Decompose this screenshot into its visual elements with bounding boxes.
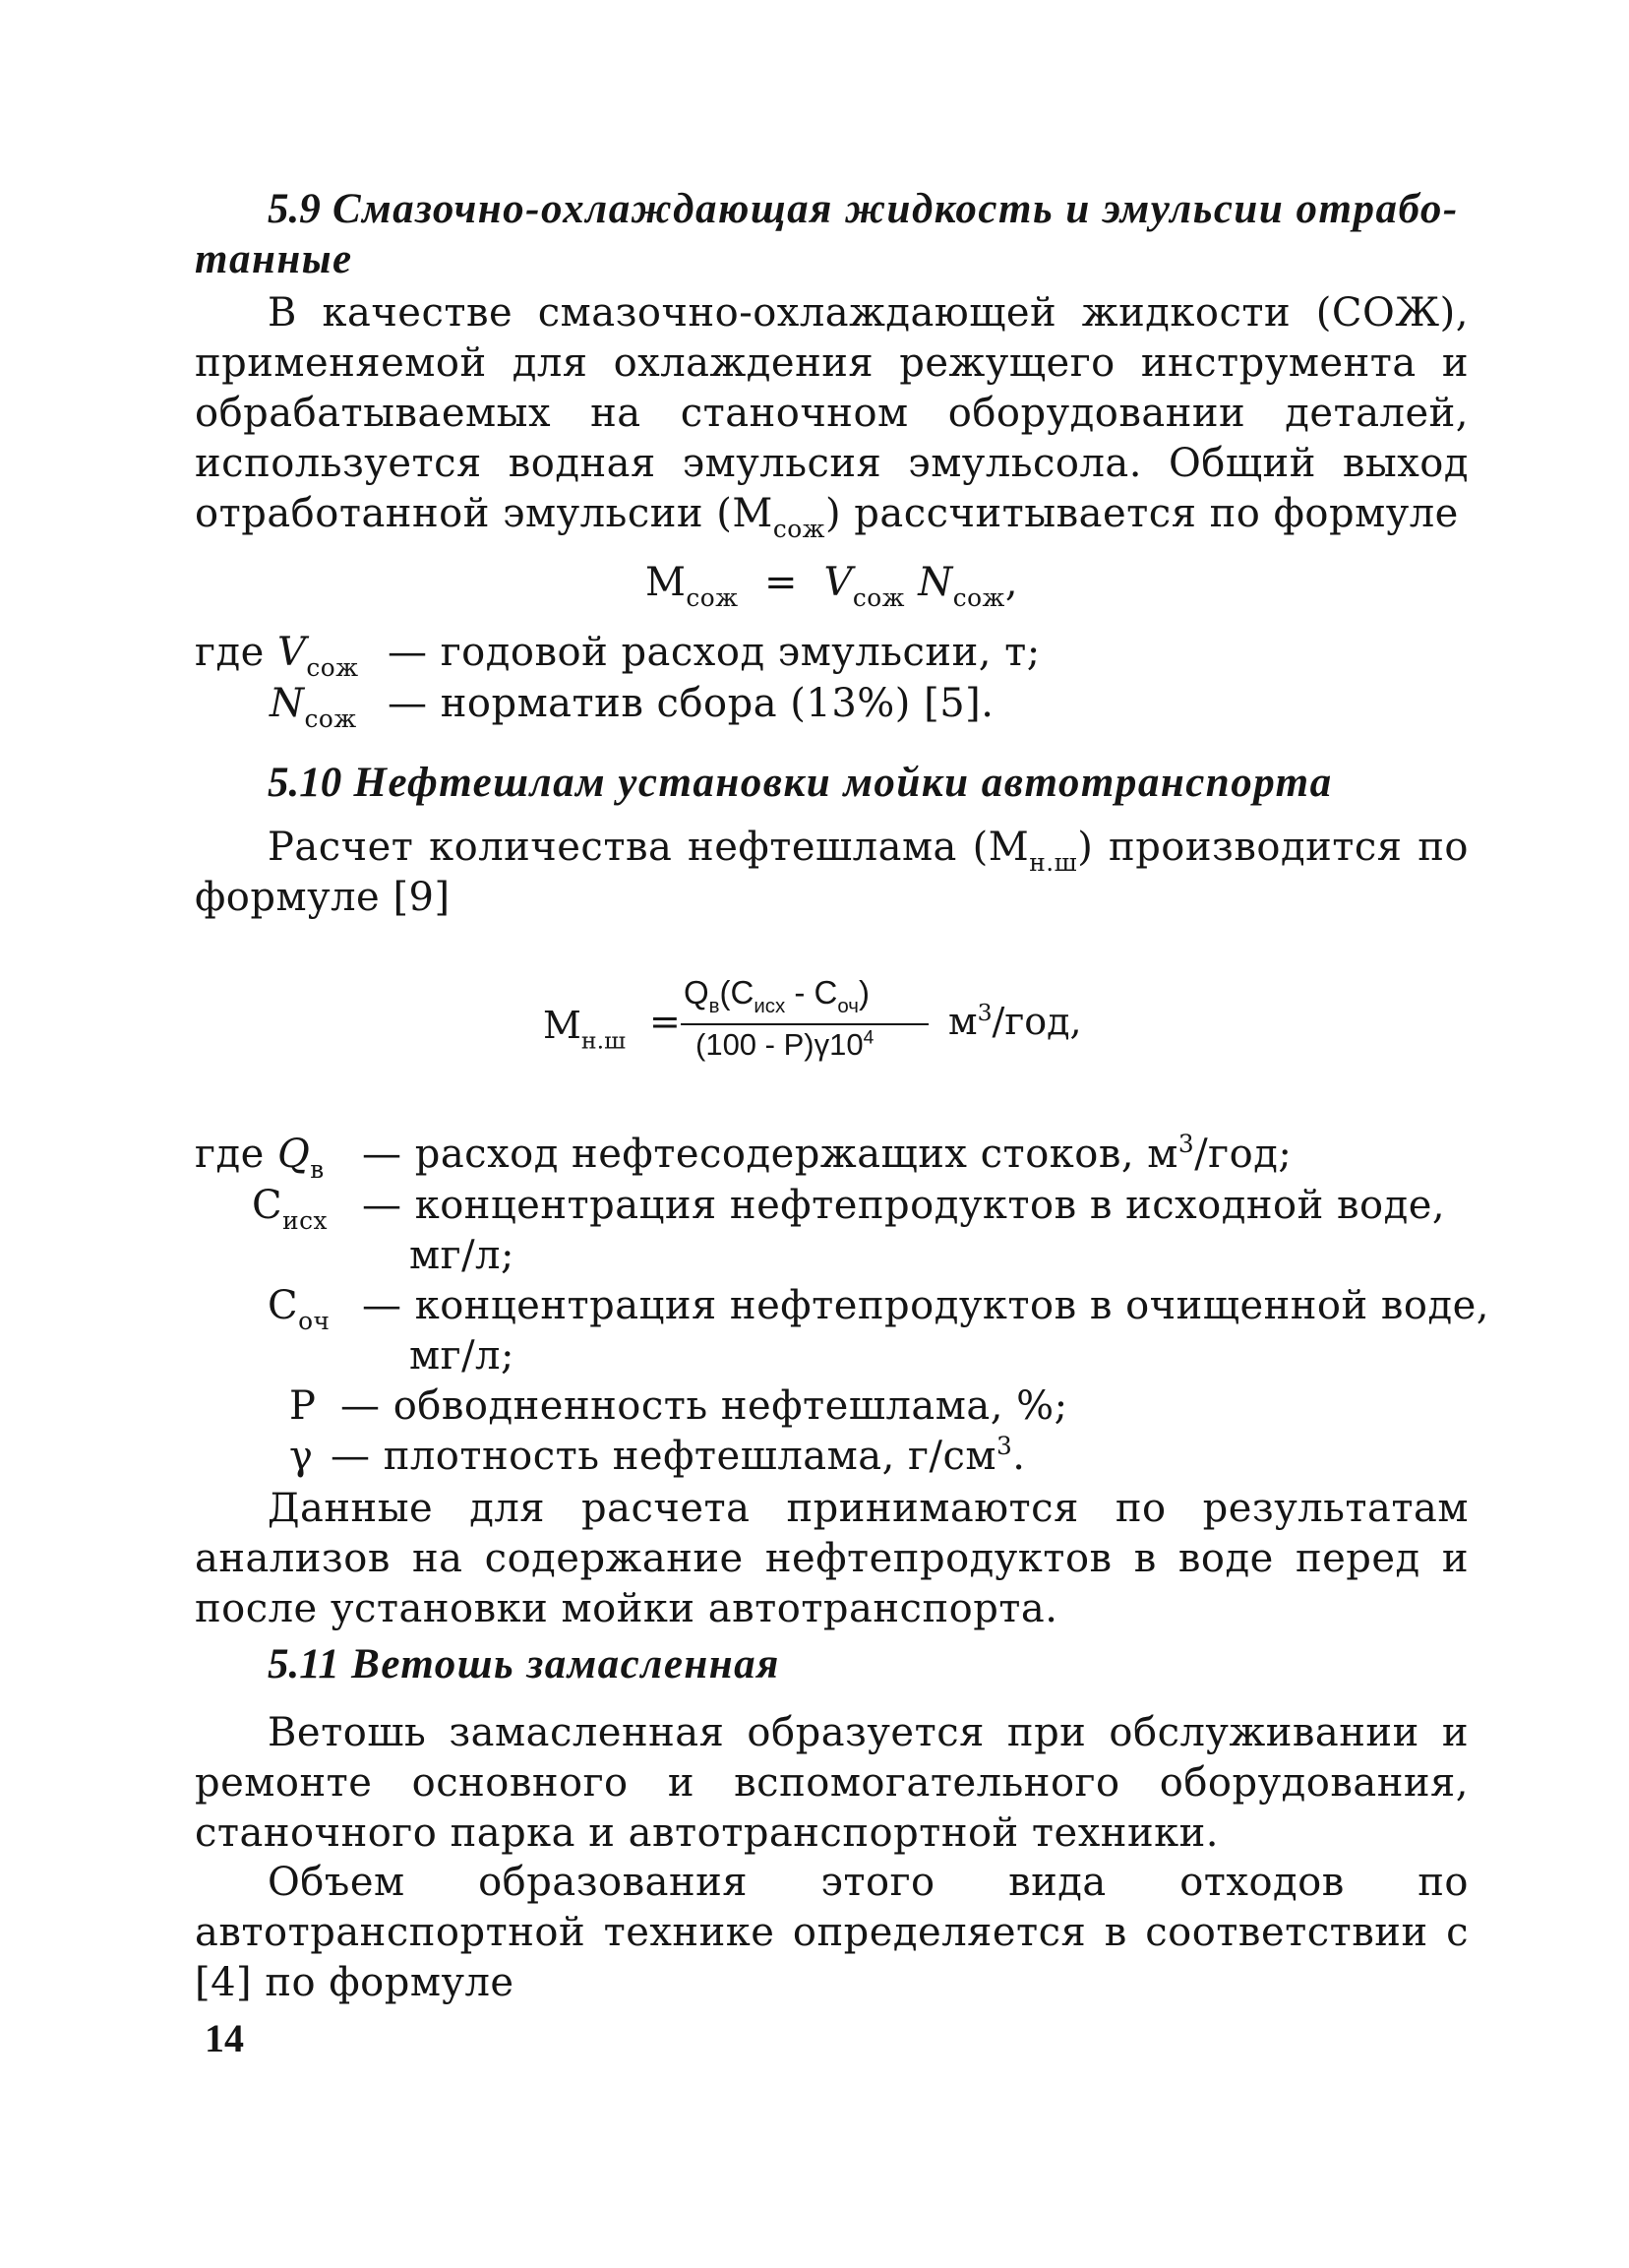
- section-5-11-paragraph-2: Объем образования этого вида отходов по автотранспортной технике определяется в соответствии с [4] по формуле: [195, 1860, 1469, 2005]
- where-item: где $Q_в$: [195, 1132, 325, 1185]
- section-5-11-heading: 5.11 Ветошь замасленная: [268, 1641, 780, 1687]
- section-5-10-where-list: [195, 1130, 1490, 1505]
- formula-equals: =: [649, 1000, 681, 1043]
- section-5-10-heading: 5.10 Нефтешлам установки мойки автотранспорта: [268, 760, 1333, 806]
- where-item-text: — концентрация нефтепродуктов в очищенной воде,: [362, 1283, 1490, 1328]
- where-item: где $V_{сож}$: [195, 630, 359, 683]
- section-5-10-paragraph: Расчет количества нефтешлама $(М_{н.ш})$ производится по формуле [9]: [195, 825, 1469, 920]
- where-item-text: — обводненность нефтешлама, %;: [340, 1383, 1068, 1429]
- where-item-text: — годовой расход эмульсии, т;: [388, 630, 1041, 675]
- formula-m-sozh: $М_{сож} = V_{сож}$ $N_{сож}$,: [644, 560, 1019, 613]
- section-5-11-paragraph: Ветошь замасленная образуется при обслуживании и ремонте основного и вспомогательного оборудования, станочного парка и автотранспортной техники.: [195, 1710, 1469, 1856]
- where-item-continuation: мг/л;: [409, 1233, 514, 1278]
- page-number: 14: [205, 2016, 244, 2060]
- where-item: γ: [289, 1434, 314, 1479]
- formula-m-nsh: [543, 974, 1173, 1082]
- section-5-9-where-list: [195, 630, 1474, 738]
- where-item-continuation: мг/л;: [409, 1333, 514, 1379]
- section-5-10-paragraph-2: Данные для расчета принимаются по результатам анализов на содержание нефтепродуктов в воде перед и после установки мойки автотранспорта.: [195, 1486, 1469, 1631]
- formula-denominator: $(100 - Р)\gamma 10^4$: [695, 1027, 875, 1062]
- where-item-text: — плотность нефтешлама, $г/см^3$.: [331, 1432, 1026, 1479]
- where-item: Р: [289, 1383, 317, 1429]
- formula-numerator: $Q_в(С_{исх} - С_{оч})$: [684, 974, 870, 1018]
- where-item-text: — норматив сбора (13%) [5].: [388, 681, 995, 726]
- formula-lhs: $М_{н.ш}$: [543, 1004, 626, 1055]
- section-5-9-paragraph: В качестве смазочно-охлаждающей жидкости (СОЖ), применяемой для охлаждения режущего инструмента и обрабатываемых на станочном оборудовании деталей, используется водная эмульсия эмульсола. Общий выход отработанной эмульсии $(М_{сож})$ рассчитывается по формуле: [195, 290, 1469, 544]
- where-item: $N_{сож}$: [270, 681, 357, 734]
- where-item: $С_{оч}$: [268, 1283, 331, 1336]
- where-item-text: — расход нефтесодержащих стоков, $м^3$/год;: [362, 1130, 1293, 1177]
- fraction-bar: [681, 1023, 929, 1025]
- section-5-9-heading: 5.9 Смазочно-охлаждающая жидкость и эмульсии отрабо- танные: [195, 186, 1459, 282]
- where-item-text: — концентрация нефтепродуктов в исходной воде,: [362, 1183, 1446, 1228]
- formula-unit: $м^3$/год,: [948, 998, 1082, 1043]
- where-item: $С_{исх}$: [252, 1183, 329, 1236]
